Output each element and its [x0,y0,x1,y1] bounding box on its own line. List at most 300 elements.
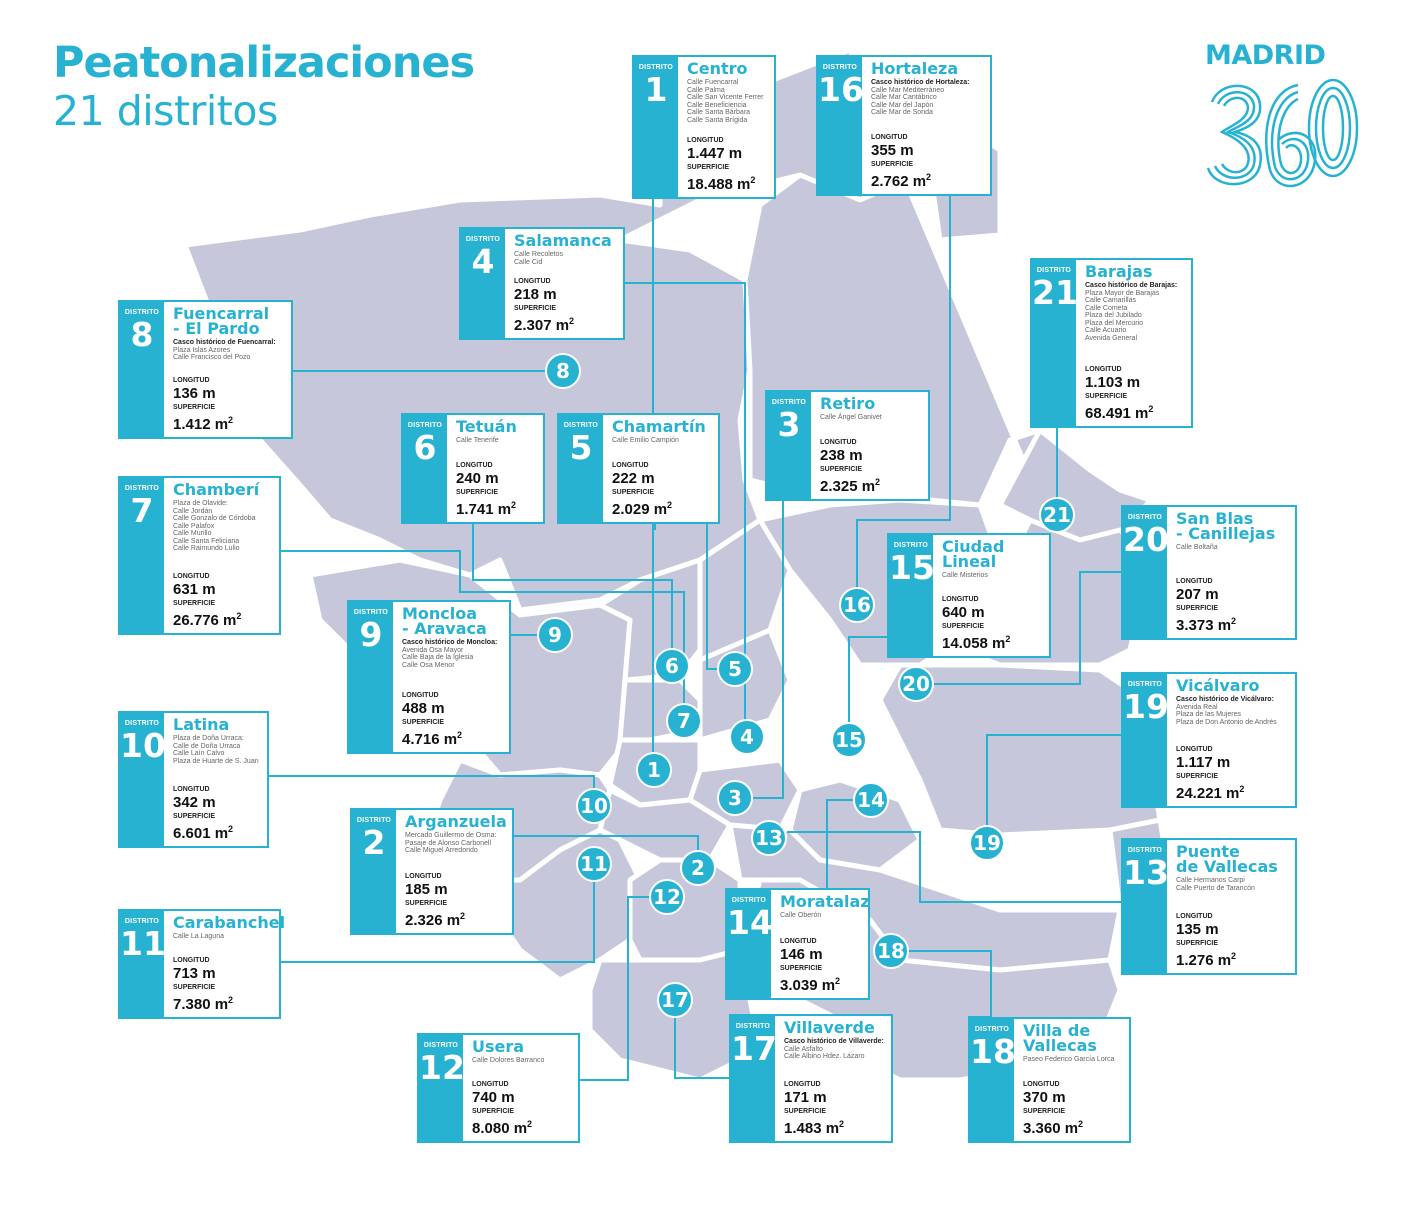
superficie-label: SUPERFICIE [1176,940,1219,947]
district-number-band [818,57,862,194]
street-list [173,933,275,941]
district-number: 21 [1032,273,1078,312]
longitud-label: LONGITUD [173,377,210,384]
district-metrics [942,596,1010,652]
street-name: Calle Palma [687,86,725,94]
longitud-label: LONGITUD [1023,1081,1060,1088]
longitud-label: LONGITUD [784,1081,821,1088]
superficie-value: 68.491 $m^2$ [1085,404,1154,422]
street-list [456,437,539,445]
superficie-label: SUPERFICIE [820,466,863,473]
district-card-body [173,482,275,629]
street-name: Calle Dolores Barranco [472,1057,545,1064]
longitud-value: 218 m [514,286,557,303]
street-name: Calle Oberón [780,912,822,919]
street-name: Calle de Doña Urraca [173,742,241,750]
street-name: Mercado Guillermo de Osma: [405,832,497,839]
district-card-body [612,419,714,518]
superficie-value: 2.326 $m^2$ [405,911,466,929]
street-name: Calle Mar Mediterráneo [871,86,945,94]
longitud-label: LONGITUD [514,278,551,285]
district-marker: 21 [1039,497,1075,533]
district-name: Usera [472,1037,525,1056]
superficie-label: SUPERFICIE [405,900,448,907]
district-metrics [687,137,755,193]
district-number: 5 [569,428,593,467]
street-list [780,912,864,920]
superficie-value: 1.741 $m^2$ [456,500,517,518]
longitud-label: LONGITUD [173,957,210,964]
district-label: DISTRITO [423,1042,459,1049]
street-name: Calle Mar Cantábrico [871,94,937,101]
district-name: Puente de Vallecas [1176,842,1278,876]
district-label: DISTRITO [1036,267,1072,274]
street-list [1176,877,1291,892]
street-name: Calle Puerto de Tarancón [1176,884,1255,892]
street-list [405,832,508,855]
district-label: DISTRITO [1127,847,1163,854]
street-list [1176,696,1291,726]
district-marker: 6 [654,648,690,684]
street-name: Calle Asfalto [784,1045,823,1053]
longitud-label: LONGITUD [456,462,493,469]
district-card [729,1014,893,1143]
superficie-value: 3.039 $m^2$ [780,976,841,994]
street-name: Calle Hermanos Carpi [1176,877,1245,884]
district-number-band [970,1019,1014,1141]
district-card [765,390,930,501]
district-name: Vicálvaro [1176,676,1260,695]
street-name: Plaza de Huarte de S. Juan [173,757,259,765]
district-card [968,1017,1131,1143]
street-name: Calle Mar de Sonda [871,109,933,116]
street-name: Calle Acuario [1085,327,1127,334]
street-name: Calle Camarillas [1085,297,1136,304]
district-number-band [1123,674,1167,806]
superficie-value: 18.488 $m^2$ [687,175,756,193]
street-name: Calle Palafox [173,522,215,530]
district-number-band [634,57,678,197]
street-list [472,1057,574,1065]
street-list [173,500,275,553]
district-number-band [120,911,164,1017]
madrid-360-logo [1200,40,1362,200]
superficie-label: SUPERFICIE [780,965,823,972]
district-number: 3 [777,405,801,444]
district-number: 4 [471,242,495,281]
street-name: Calle Osa Menor [402,661,455,669]
longitud-label: LONGITUD [1176,578,1213,585]
district-number-band [461,229,505,338]
longitud-label: LONGITUD [871,134,908,141]
district-card-body [472,1039,574,1137]
district-marker: 12 [649,879,685,915]
district-number: 17 [731,1029,777,1068]
street-name: Plaza del Mercurio [1085,319,1143,327]
street-name: Avenida Osa Mayor [402,646,464,654]
district-number-band [1123,840,1167,973]
street-list [1176,544,1291,552]
district-number: 15 [889,548,935,587]
district-label: DISTRITO [356,817,392,824]
superficie-label: SUPERFICIE [1023,1108,1066,1115]
longitud-label: LONGITUD [1176,913,1213,920]
district-metrics [456,462,516,518]
title-main: Peatonalizaciones [53,38,475,88]
district-marker: 1 [636,752,672,788]
superficie-label: SUPERFICIE [402,719,445,726]
district-name: Fuencarral - El Pardo [173,304,270,338]
street-list [402,639,505,669]
district-card-body [402,606,505,748]
street-name: Plaza Mayor de Barajas [1085,289,1160,297]
district-card [118,476,281,635]
longitud-value: 1.117 m [1176,754,1231,771]
street-list [687,79,770,124]
street-name: Calle Recoletos [514,251,564,258]
district-number-band [419,1035,463,1141]
longitud-label: LONGITUD [1085,366,1122,373]
district-label: DISTRITO [638,64,674,71]
district-label: DISTRITO [1127,681,1163,688]
district-metrics [1085,366,1153,422]
longitud-label: LONGITUD [472,1081,509,1088]
superficie-value: 2.762 $m^2$ [871,172,932,190]
district-metrics [780,938,840,994]
superficie-label: SUPERFICIE [173,404,216,411]
district-name: Latina [173,715,230,734]
longitud-value: 370 m [1023,1089,1066,1106]
district-card [401,413,545,524]
superficie-label: SUPERFICIE [871,161,914,168]
superficie-value: 3.373 $m^2$ [1176,616,1237,634]
district-number-band [403,415,447,522]
district-marker: 16 [839,587,875,623]
superficie-value: 3.360 $m^2$ [1023,1119,1084,1137]
district-metrics [514,278,574,334]
district-number: 6 [413,428,437,467]
superficie-value: 26.776 $m^2$ [173,611,242,629]
street-name: Calle Boltaña [1176,544,1218,551]
superficie-label: SUPERFICIE [784,1108,827,1115]
longitud-label: LONGITUD [405,873,442,880]
longitud-label: LONGITUD [687,137,724,144]
district-number-band [727,890,771,998]
district-metrics [784,1081,844,1137]
district-card-body [173,306,287,433]
district-number-band [120,302,164,437]
district-marker: 2 [680,850,716,886]
superficie-label: SUPERFICIE [1176,605,1219,612]
district-label: DISTRITO [974,1026,1010,1033]
district-label: DISTRITO [563,422,599,429]
street-name: Plaza del Jubilado [1085,312,1142,319]
street-name: Avenida General [1085,334,1138,342]
longitud-value: 135 m [1176,921,1219,938]
superficie-label: SUPERFICIE [687,164,730,171]
longitud-value: 240 m [456,470,499,487]
district-marker: 8 [545,353,581,389]
street-name: Calle Cid [514,258,543,266]
longitud-value: 488 m [402,700,445,717]
street-name: Calle Santa Brígida [687,116,748,124]
district-marker: 11 [576,846,612,882]
district-label: DISTRITO [731,897,767,904]
superficie-label: SUPERFICIE [1085,393,1128,400]
district-number-band [559,415,603,522]
superficie-value: 6.601 $m^2$ [173,824,234,842]
district-metrics [472,1081,532,1137]
district-number: 19 [1123,687,1169,726]
longitud-value: 342 m [173,794,216,811]
superficie-label: SUPERFICIE [1176,773,1219,780]
district-label: DISTRITO [353,609,389,616]
district-card-body [687,61,770,193]
superficie-label: SUPERFICIE [173,984,216,991]
street-list [173,735,263,765]
district-card-body [1176,844,1291,969]
district-number: 1 [644,70,668,109]
superficie-value: 2.325 $m^2$ [820,477,881,495]
district-label: DISTRITO [124,309,160,316]
street-list [1023,1056,1125,1064]
district-card-body [514,233,619,334]
street-name: Calle Tenerife [456,437,499,444]
street-name: Calle Raimundo Lulio [173,545,240,552]
district-label: DISTRITO [822,64,858,71]
district-card-body [784,1020,887,1137]
street-list-header: Casco histórico de Fuencarral: [173,339,276,346]
district-metrics [871,134,931,190]
district-marker: 20 [898,666,934,702]
superficie-value: 2.307 $m^2$ [514,316,575,334]
longitud-label: LONGITUD [780,938,817,945]
district-name: Moncloa - Aravaca [402,604,487,638]
district-label: DISTRITO [124,918,160,925]
district-metrics [173,573,241,629]
longitud-value: 1.447 m [687,145,743,162]
longitud-label: LONGITUD [173,786,210,793]
district-marker: 4 [729,719,765,755]
district-card [887,533,1051,658]
street-name: Calle Murillo [173,530,212,537]
district-number: 12 [419,1048,465,1087]
street-list [173,339,287,362]
superficie-label: SUPERFICIE [173,813,216,820]
district-card [1121,672,1297,808]
street-list [514,251,619,266]
street-list-header: Casco histórico de Vicálvaro: [1176,696,1274,703]
superficie-value: 4.716 $m^2$ [402,730,463,748]
longitud-value: 222 m [612,470,655,487]
street-name: Calle Jordán [173,507,213,515]
street-name: Calle Misterios [942,572,988,579]
district-number: 18 [970,1032,1016,1071]
district-name: San Blas - Canillejas [1176,509,1276,543]
street-name: Calle Emilio Campión [612,437,679,444]
street-name: Calle Cometa [1085,304,1128,312]
district-name: Arganzuela [405,812,507,831]
longitud-value: 631 m [173,581,216,598]
district-number: 2 [362,823,386,862]
district-card [417,1033,580,1143]
district-card-body [173,717,263,842]
street-name: Paseo Federico García Lorca [1023,1056,1115,1063]
district-number: 14 [727,903,773,942]
longitud-value: 171 m [784,1089,827,1106]
street-name: Calle Miguel Arredondo [405,847,478,854]
logo-360-graphic [1200,40,1362,200]
district-metrics [1176,746,1244,802]
district-card [1121,838,1297,975]
district-card-body [1176,678,1291,802]
district-card-body [456,419,539,518]
superficie-label: SUPERFICIE [456,489,499,496]
district-number-band [120,478,164,633]
district-label: DISTRITO [465,236,501,243]
superficie-label: SUPERFICIE [942,623,985,630]
superficie-value: 8.080 $m^2$ [472,1119,533,1137]
district-label: DISTRITO [1127,514,1163,521]
longitud-value: 355 m [871,142,914,159]
district-card [725,888,870,1000]
street-list-header: Casco histórico de Moncloa: [402,639,498,646]
district-number-band [120,713,164,846]
longitud-value: 740 m [472,1089,515,1106]
district-card [459,227,625,340]
longitud-label: LONGITUD [820,439,857,446]
district-label: DISTRITO [735,1023,771,1030]
superficie-label: SUPERFICIE [173,600,216,607]
district-number-band [1032,260,1076,426]
district-card [118,300,293,439]
longitud-value: 1.103 m [1085,374,1141,391]
district-name: Moratalaz [780,892,870,911]
district-marker: 17 [657,982,693,1018]
superficie-value: 2.029 $m^2$ [612,500,673,518]
street-list [1085,282,1187,342]
district-marker: 14 [853,782,889,818]
district-marker: 18 [873,933,909,969]
district-card-body [173,913,286,1013]
street-name: Calle Santa Bárbara [687,109,751,116]
district-number: 8 [130,315,154,354]
logo-text: MADRID [1205,40,1326,71]
district-marker: 7 [666,703,702,739]
district-label: DISTRITO [771,399,807,406]
district-card-body [1023,1023,1125,1137]
longitud-value: 136 m [173,385,216,402]
street-name: Plaza de Olavide: [173,500,228,507]
street-name: Calle Francisco del Pozo [173,354,251,361]
district-name: Barajas [1085,262,1153,281]
district-number-band [767,392,811,499]
street-name: Plaza de Don Antonio de Andrés [1176,718,1277,726]
district-number: 10 [120,726,166,765]
street-name: Calle Laín Calvo [173,750,225,757]
district-label: DISTRITO [124,485,160,492]
district-marker: 3 [717,780,753,816]
street-name: Calle Albino Hdez. Lázaro [784,1053,865,1060]
longitud-value: 185 m [405,881,448,898]
street-list [820,414,924,422]
district-name: Retiro [820,394,876,413]
district-marker: 13 [751,820,787,856]
street-list-header: Casco histórico de Villaverde: [784,1038,884,1045]
street-list [784,1038,887,1061]
district-metrics [405,873,465,929]
district-marker: 19 [969,825,1005,861]
district-metrics [820,439,880,495]
district-card [816,55,992,196]
longitud-value: 640 m [942,604,985,621]
district-name: Chamartín [612,417,706,436]
superficie-value: 1.483 $m^2$ [784,1119,845,1137]
district-number-band [349,602,393,752]
street-name: Plaza de las Mujeres [1176,711,1241,718]
superficie-value: 1.412 $m^2$ [173,415,234,433]
district-label: DISTRITO [893,542,929,549]
district-marker: 15 [831,722,867,758]
street-name: Calle Santa Feliciana [173,537,240,545]
district-number: 11 [120,924,166,963]
street-name: Avenida Real [1176,703,1218,711]
district-card [632,55,776,199]
district-metrics [402,692,462,748]
longitud-value: 207 m [1176,586,1219,603]
superficie-label: SUPERFICIE [514,305,557,312]
superficie-value: 14.058 $m^2$ [942,634,1011,652]
district-card-body [820,396,924,495]
district-number: 9 [359,615,383,654]
street-name: Plaza Islas Azores [173,346,231,354]
district-card-body [405,814,508,929]
district-label: DISTRITO [407,422,443,429]
district-number-band [731,1016,775,1141]
district-card [118,909,286,1019]
street-name: Calle Baja de la Iglesia [402,654,474,661]
district-name: Carabanchel [173,913,286,932]
street-name: Calle La Laguna [173,933,224,940]
district-name: Villa de Vallecas [1023,1021,1097,1055]
page-title [53,38,474,134]
district-marker: 10 [576,788,612,824]
district-card [1121,505,1297,640]
street-name: Calle Mar del Japón [871,101,934,109]
longitud-value: 146 m [780,946,823,963]
district-card [557,413,720,524]
longitud-label: LONGITUD [612,462,649,469]
district-card [350,808,514,935]
superficie-value: 7.380 $m^2$ [173,995,234,1013]
district-name: Ciudad Lineal [942,537,1005,571]
district-number: 20 [1123,520,1169,559]
district-card-body [871,61,986,190]
district-name: Villaverde [784,1018,875,1037]
district-number: 13 [1123,853,1169,892]
district-card-body [1085,264,1187,422]
district-number: 16 [818,70,864,109]
longitud-value: 713 m [173,965,216,982]
district-metrics [1023,1081,1083,1137]
street-name: Plaza de Doña Urraca: [173,735,244,742]
longitud-label: LONGITUD [1176,746,1213,753]
district-name: Tetuán [456,417,517,436]
street-list [942,572,1045,580]
district-metrics [173,377,233,433]
district-number-band [1123,507,1167,638]
longitud-label: LONGITUD [942,596,979,603]
